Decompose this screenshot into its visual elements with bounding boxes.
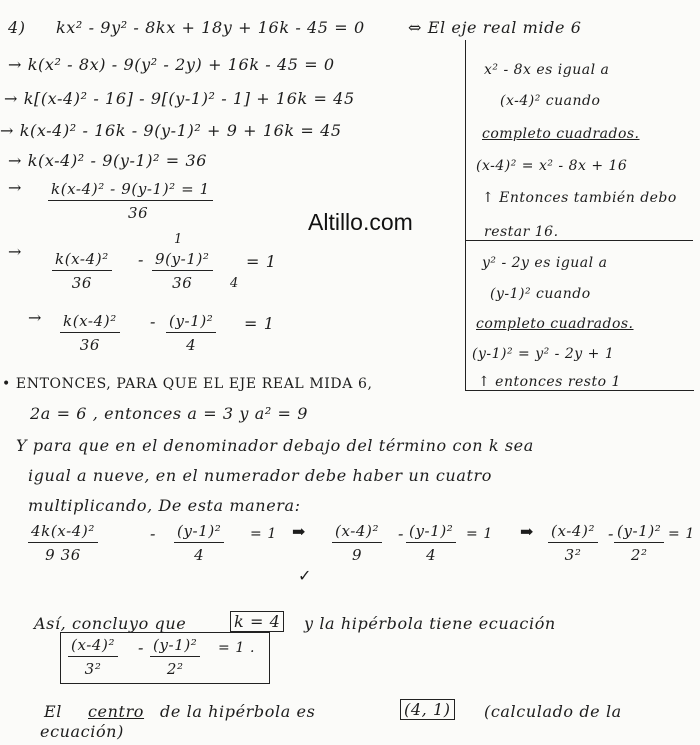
center-value-box <box>400 700 455 719</box>
center-word: centro <box>88 702 145 721</box>
k-value-box <box>230 612 284 631</box>
conclusion-post: y la hipérbola tiene ecuación <box>304 614 556 633</box>
equals-one: = 1 <box>668 526 695 542</box>
text-line-5: multiplicando, De esta manera: <box>28 496 301 515</box>
final-frac-h-denominator: 2² <box>166 660 184 678</box>
exercise-number: 4) <box>8 18 26 37</box>
final-frac-g-numerator: (x-4)² <box>68 636 118 657</box>
final-frac-d <box>406 522 456 564</box>
final-frac-g-denominator: 3² <box>84 660 102 678</box>
final-frac-h-numerator: (y-1)² <box>150 636 200 657</box>
fraction-3b-denominator: 4 <box>186 336 197 354</box>
fraction-2b-denominator: 36 <box>172 274 193 292</box>
watermark-text: Altillo.com <box>308 209 413 235</box>
text-line-3: Y para que en el denominador debajo del término con k sea <box>16 436 534 455</box>
final-frac-b <box>174 522 224 564</box>
equals-one: = 1 <box>244 314 275 333</box>
final-frac-b-denominator: 4 <box>194 546 205 564</box>
final-frac-c-denominator: 9 <box>351 546 363 564</box>
center-text-3: (calculado de la <box>484 702 622 721</box>
center-text-4: ecuación) <box>40 722 124 741</box>
side-note-5: ↑ Entonces también debo <box>482 190 677 206</box>
arrow-icon: ➡ <box>292 522 306 541</box>
equals-one: = 1 <box>466 526 493 542</box>
final-frac-a <box>28 522 98 564</box>
text-line-1: • ENTONCES, PARA QUE EL EJE REAL MIDA 6, <box>2 376 373 392</box>
final-frac-h <box>150 636 200 678</box>
side-notes-divider <box>465 240 693 241</box>
final-frac-c <box>332 522 382 564</box>
step-3: → k(x-4)² - 16k - 9(y-1)² + 9 + 16k = 45 <box>0 121 342 140</box>
step-1: → k(x² - 8x) - 9(y² - 2y) + 16k - 45 = 0 <box>8 55 335 74</box>
side-note-2: (x-4)² cuando <box>500 93 601 109</box>
fraction-2b <box>152 250 213 292</box>
arrow-icon: ➡ <box>520 522 534 541</box>
final-frac-f-numerator: (y-1)² <box>614 522 664 543</box>
final-frac-d-denominator: 4 <box>426 546 437 564</box>
side-note-4: (x-4)² = x² - 8x + 16 <box>476 158 628 174</box>
fraction-3a-numerator: k(x-4)² <box>60 312 120 333</box>
fraction-3a-denominator: 36 <box>79 336 101 354</box>
final-frac-e <box>548 522 598 564</box>
final-frac-e-denominator: 3² <box>564 546 582 564</box>
final-frac-f-denominator: 2² <box>630 546 648 564</box>
main-equation: kx² - 9y² - 8kx + 18y + 16k - 45 = 0 <box>56 18 365 37</box>
final-frac-a-denominator: 9 36 <box>45 546 81 564</box>
center-text-2: de la hipérbola es <box>160 702 316 721</box>
text-line-2: 2a = 6 , entonces a = 3 y a² = 9 <box>30 404 309 423</box>
fraction-2b-numerator: 9(y-1)² <box>152 250 213 271</box>
side-note-8: (y-1)² cuando <box>490 286 591 302</box>
check-icon: ✓ <box>298 566 313 585</box>
fraction-2a-denominator: 36 <box>71 274 93 292</box>
center-text-1: El <box>44 702 62 721</box>
fraction-1-numerator: k(x-4)² - 9(y-1)² = 1 <box>48 180 213 201</box>
side-note-6: restar 16. <box>484 224 559 240</box>
fraction-3a <box>60 312 120 354</box>
condition-text: ⇔ El eje real mide 6 <box>408 18 582 37</box>
side-note-3: completo cuadrados. <box>482 126 640 142</box>
k-value: k = 4 <box>230 611 284 632</box>
final-frac-d-numerator: (y-1)² <box>406 522 456 543</box>
side-note-7: y² - 2y es igual a <box>482 255 608 271</box>
final-equals: = 1 . <box>218 640 255 656</box>
equals-one: = 1 <box>250 526 277 542</box>
side-note-10: (y-1)² = y² - 2y + 1 <box>472 346 615 362</box>
side-note-11: ↑ entonces resto 1 <box>478 374 621 390</box>
minus-sign: - <box>150 312 157 331</box>
fraction-2a-numerator: k(x-4)² <box>52 250 112 271</box>
step-2: → k[(x-4)² - 16] - 9[(y-1)² - 1] + 16k = 45 <box>4 89 355 108</box>
side-note-9: completo cuadrados. <box>476 316 634 332</box>
final-frac-b-numerator: (y-1)² <box>174 522 224 543</box>
arrow-icon: → <box>8 242 22 261</box>
minus-sign: - <box>150 524 157 543</box>
fraction-3b-numerator: (y-1)² <box>166 312 216 333</box>
center-value: (4, 1) <box>400 699 455 720</box>
cancel-bottom: 4 <box>230 276 239 291</box>
final-frac-a-numerator: 4k(x-4)² <box>28 522 98 543</box>
equals-one: = 1 <box>246 252 277 271</box>
minus-sign: - <box>608 524 615 543</box>
conclusion-pre: Así, concluyo que <box>34 614 187 633</box>
minus-sign: - <box>138 250 145 269</box>
final-frac-e-numerator: (x-4)² <box>548 522 598 543</box>
side-note-1: x² - 8x es igual a <box>484 62 610 78</box>
final-frac-c-numerator: (x-4)² <box>332 522 382 543</box>
final-frac-f <box>614 522 664 564</box>
text-line-4: igual a nueve, en el numerador debe haber un cuatro <box>28 466 492 485</box>
fraction-3b <box>166 312 216 354</box>
fraction-1-denominator: 36 <box>128 204 149 222</box>
step-4: → k(x-4)² - 9(y-1)² = 36 <box>8 151 208 170</box>
minus-sign: - <box>138 638 145 657</box>
arrow-icon: → <box>8 178 22 197</box>
minus-sign: - <box>398 524 405 543</box>
fraction-2a <box>52 250 112 292</box>
fraction-1 <box>48 180 213 222</box>
arrow-icon: → <box>28 308 42 327</box>
final-frac-g <box>68 636 118 678</box>
cancel-top: 1 <box>174 232 183 247</box>
